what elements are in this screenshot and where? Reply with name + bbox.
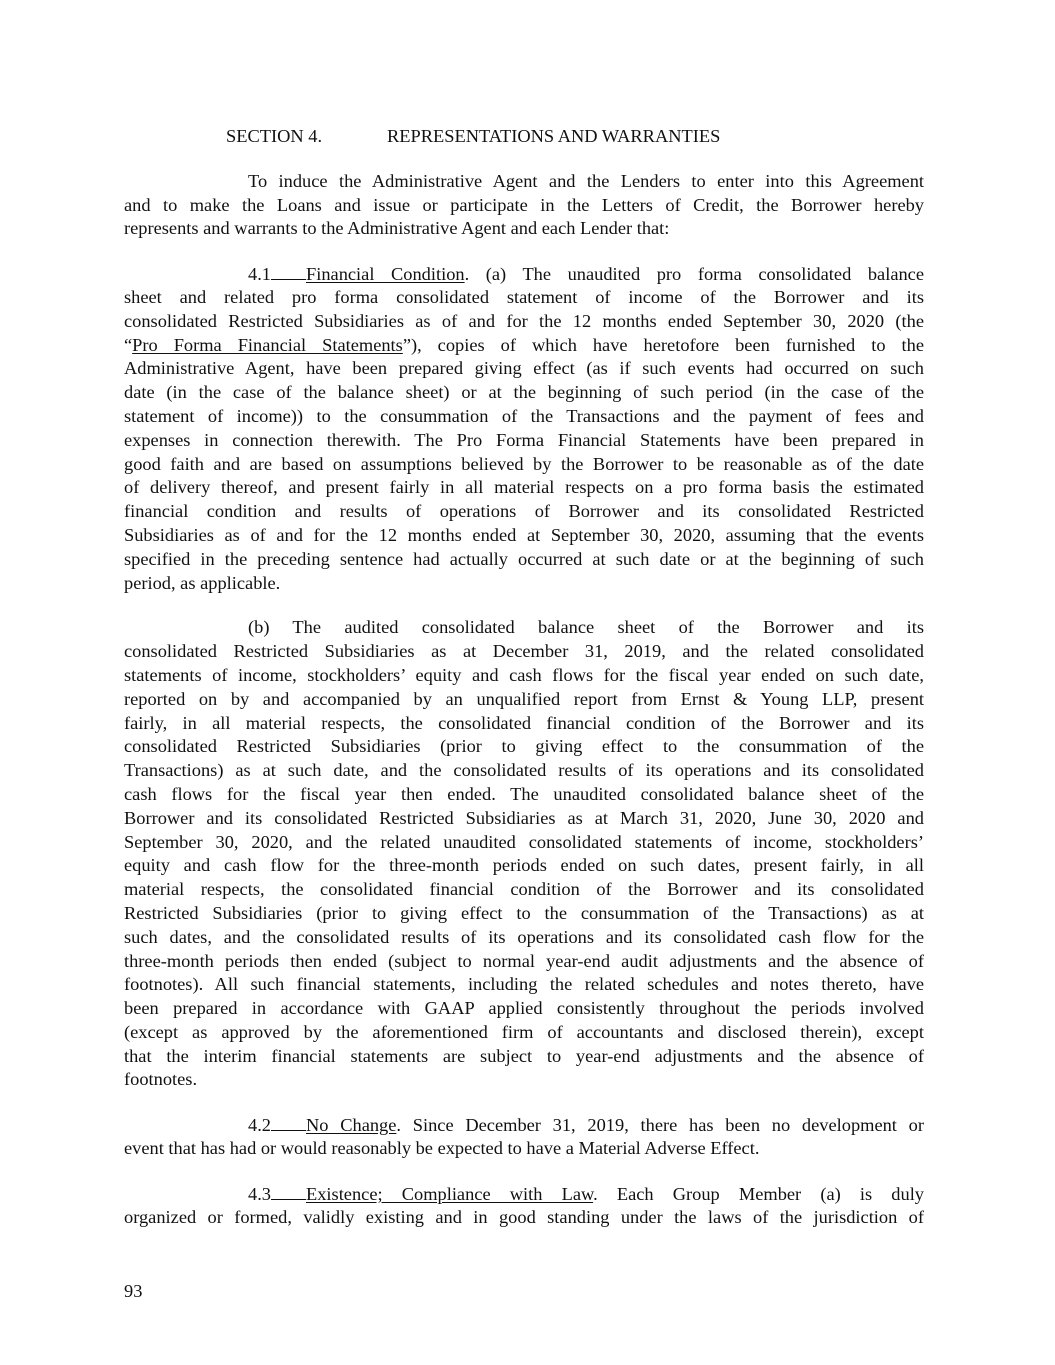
- text-segment: 4.3: [248, 1183, 271, 1204]
- text-line: Borrower and its consolidated Restricted Subsidiaries as at March 31, 2020, June 30, 2020 and: [124, 807, 924, 828]
- text-line: [124, 334, 924, 358]
- text-line: date (in the case of the balance sheet) or at the beginning of such period (in the case of the: [124, 382, 924, 403]
- text-segment: 4.1: [248, 264, 271, 285]
- text-line: Transactions) as at such date, and the consolidated results of its operations and its consolidated: [124, 760, 924, 781]
- text-line: (b) The audited consolidated balance sheet of the Borrower and its: [248, 617, 924, 638]
- paragraph: [124, 616, 924, 1092]
- text-line: [124, 262, 924, 286]
- text-line: that the interim financial statements are subject to year-end adjustments and the absence of: [124, 1045, 924, 1066]
- text-line: consolidated Restricted Subsidiaries as at December 31, 2019, and the related consolidated: [124, 641, 924, 662]
- section-heading: [124, 125, 924, 149]
- text-line: fairly, in all material respects, the consolidated financial condition of the Borrower and its: [124, 712, 924, 733]
- text-line: To induce the Administrative Agent and the Lenders to enter into this Agreement: [248, 170, 924, 191]
- text-segment: 4.2: [248, 1115, 271, 1136]
- page-number: 93: [124, 1281, 143, 1301]
- document-body: [124, 125, 924, 1229]
- text-line: sheet and related pro forma consolidated statement of income of the Borrower and its: [124, 286, 924, 307]
- paragraph: [124, 1182, 924, 1230]
- text-line: financial condition and results of operations of Borrower and its consolidated Restricted: [124, 501, 924, 522]
- section-title: REPRESENTATIONS AND WARRANTIES: [387, 126, 721, 146]
- tab-underline: [271, 1182, 306, 1200]
- section-number: SECTION 4.: [226, 126, 323, 146]
- underlined-term: No Change: [306, 1115, 397, 1136]
- underlined-term: Pro Forma Financial Statements: [132, 334, 403, 355]
- tab-underline: [271, 262, 306, 280]
- text-line: footnotes). All such financial statements, including the related schedules and notes thereto, have: [124, 974, 924, 995]
- text-line: represents and warrants to the Administrative Agent and each Lender that:: [124, 218, 670, 239]
- text-line: such dates, and the consolidated results of its operations and its consolidated cash flow for the: [124, 926, 924, 947]
- text-line: September 30, 2020, and the related unaudited consolidated statements of income, stockholders’: [124, 831, 924, 852]
- text-line: organized or formed, validly existing and in good standing under the laws of the jurisdiction of: [124, 1206, 924, 1227]
- text-segment: . Since December 31, 2019, there has been no development or: [396, 1115, 924, 1136]
- text-segment: . (a) The unaudited pro forma consolidated balance: [464, 264, 924, 285]
- text-line: and to make the Loans and issue or participate in the Letters of Credit, the Borrower hereby: [124, 194, 924, 215]
- text-line: event that has had or would reasonably be expected to have a Material Adverse Effect.: [124, 1138, 760, 1159]
- text-line: [124, 1113, 924, 1137]
- text-line: (except as approved by the aforementioned firm of accountants and disclosed therein), except: [124, 1021, 924, 1042]
- underlined-term: Financial Condition: [306, 264, 465, 285]
- text-line: expenses in connection therewith. The Pro Forma Financial Statements have been prepared in: [124, 429, 924, 450]
- text-segment: . Each Group Member (a) is duly: [593, 1183, 924, 1204]
- text-line: period, as applicable.: [124, 572, 281, 593]
- text-line: [124, 1182, 924, 1206]
- text-line: good faith and are based on assumptions believed by the Borrower to be reasonable as of the date: [124, 453, 924, 474]
- text-line: cash flows for the fiscal year then ended. The unaudited consolidated balance sheet of the: [124, 783, 924, 804]
- paragraphs: [124, 170, 924, 1230]
- text-line: reported on by and accompanied by an unqualified report from Ernst & Young LLP, present: [124, 688, 924, 709]
- text-line: three-month periods then ended (subject to normal year-end audit adjustments and the absence of: [124, 950, 924, 971]
- text-line: statements of income, stockholders’ equity and cash flows for the fiscal year ended on such date,: [124, 664, 924, 685]
- text-line: Restricted Subsidiaries (prior to giving effect to the consummation of the Transactions) as at: [124, 902, 924, 923]
- text-segment: ”), copies of which have heretofore been furnished to the: [402, 334, 924, 355]
- tab-underline: [271, 1113, 306, 1131]
- text-line: been prepared in accordance with GAAP applied consistently throughout the periods involved: [124, 998, 924, 1019]
- text-line: of delivery thereof, and present fairly in all material respects on a pro forma basis the estimated: [124, 477, 924, 498]
- paragraph: [124, 1113, 924, 1161]
- text-line: Subsidiaries as of and for the 12 months ended at September 30, 2020, assuming that the events: [124, 524, 924, 545]
- text-line: footnotes.: [124, 1069, 198, 1090]
- text-line: statement of income)) to the consummation of the Transactions and the payment of fees and: [124, 405, 924, 426]
- text-line: specified in the preceding sentence had actually occurred at such date or at the beginning of such: [124, 548, 924, 569]
- underlined-term: Existence; Compliance with Law: [306, 1183, 594, 1204]
- paragraph: [124, 170, 924, 241]
- text-line: Administrative Agent, have been prepared giving effect (as if such events had occurred on such: [124, 358, 924, 379]
- text-segment: “: [124, 334, 133, 355]
- text-line: consolidated Restricted Subsidiaries as of and for the 12 months ended September 30, 2020 (the: [124, 310, 924, 331]
- text-line: material respects, the consolidated financial condition of the Borrower and its consolidated: [124, 879, 924, 900]
- text-line: consolidated Restricted Subsidiaries (prior to giving effect to the consummation of the: [124, 736, 924, 757]
- text-line: equity and cash flow for the three-month periods ended on such dates, present fairly, in all: [124, 855, 924, 876]
- paragraph: [124, 262, 924, 595]
